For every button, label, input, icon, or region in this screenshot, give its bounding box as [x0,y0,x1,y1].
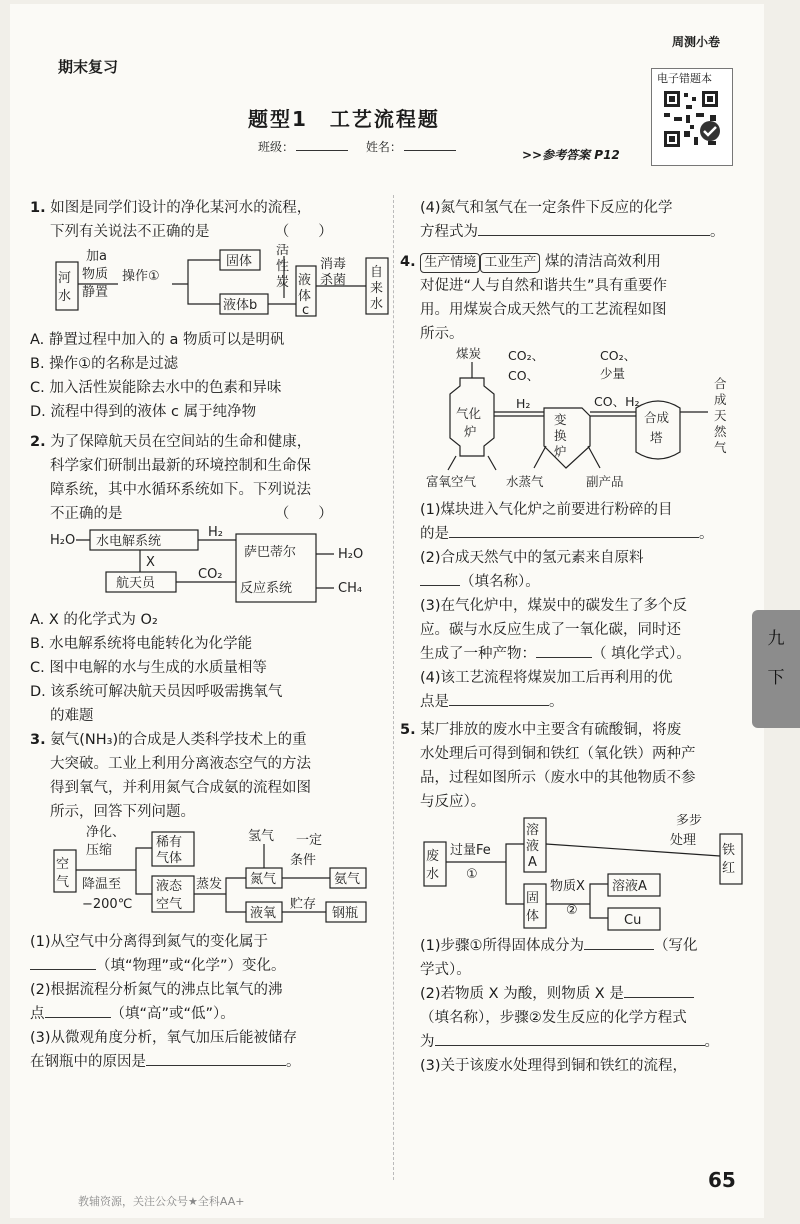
svg-text:一定: 一定 [296,833,323,848]
q2-electrolysis: 水电解系统 [96,534,162,549]
q5-sub1-cont: 学式）。 [420,962,471,978]
svg-text:液: 液 [526,839,540,854]
svg-text:c: c [302,303,310,318]
q3-nitrogen: 氮气 [250,872,277,887]
q4-stem-2: 对促进“人与自然和谐共生”具有重要作 [420,278,668,294]
q3-sub3-prefix: 在钢瓶中的原因是 [30,1054,146,1070]
svg-text:废: 废 [426,849,440,864]
svg-text:气: 气 [56,875,70,890]
q2-option-a: A. X 的化学式为 O₂ [30,612,158,628]
svg-text:变: 变 [554,412,567,427]
q4-sub3-cont: 应。碳与水反应生成了一氧化碳，同时还 [420,622,681,638]
svg-text:塔: 塔 [650,430,663,445]
column-divider [393,195,394,1180]
q5-step-1: ① [466,867,478,882]
q4-sub3-hint: （ 填化学式）。 [592,646,691,662]
q5-diagram [420,814,750,934]
svg-text:然: 然 [714,424,727,439]
q5-iron: 过量Fe [450,843,491,858]
q2-stem-2: 科学家们研制出最新的环境控制和生命保 [50,458,311,474]
q3-liquid-oxygen: 液氧 [250,906,277,921]
q4-co-h2: CO、H₂ [594,394,640,409]
q4-gas-2: CO、 [508,368,540,383]
svg-text:自: 自 [370,265,384,280]
q5-stem-3: 品，过程如图所示（废水中的其他物质不参 [420,770,696,786]
q3-sub3-end: 。 [286,1054,301,1070]
right-column [400,196,750,1078]
svg-text:气体: 气体 [156,851,183,866]
q4-sub3-prefix: 生成了一种产物： [420,646,536,662]
svg-text:炉: 炉 [464,424,477,439]
answer-reference[interactable]: >>参考答案 P12 [522,148,620,162]
q5-sub2-eq-prefix: 为 [420,1034,435,1050]
q4-tag-industry: 工业生产 [480,253,540,273]
svg-text:稀有: 稀有 [156,835,183,850]
q3-sub2-hint: （填“高”或“低”）。 [110,1006,235,1022]
q1-solid: 固体 [226,254,253,269]
q1-stem-2: 下列有关说法不正确的是 （ ） [50,224,333,240]
q4-stem-3: 用。用煤炭合成天然气的工艺流程如图 [420,302,667,318]
q4-h2: H₂ [516,396,531,411]
q4-steam: 水蒸气 [506,474,544,489]
q4-answer-2[interactable] [420,585,460,586]
footer-source: 教辅资源，关注公众号★全科AA+ [78,1195,245,1208]
svg-text:多步: 多步 [676,814,703,828]
q1-number: 1. [30,200,46,216]
q3-sub2-prefix: 点 [30,1006,45,1022]
q3-answer-1[interactable] [30,969,96,970]
q3-diagram [50,824,380,930]
q5-sub1-hint: （写化 [654,938,698,954]
q4-sub4-prefix: 点是 [420,694,449,710]
svg-text:气化: 气化 [456,406,482,421]
q1-op: 操作① [122,269,160,284]
q4-number: 4. [400,254,416,270]
svg-text:液态: 液态 [156,879,183,894]
q4-sub2: (2)合成天然气中的氢元素来自原料 [420,550,644,566]
svg-text:水: 水 [370,297,384,312]
q4-co2: CO₂、 [600,348,637,363]
q5-answer-3[interactable] [435,1045,705,1046]
q4-sub4: (4)该工艺流程将煤炭加工后再利用的优 [420,670,673,686]
q4-oxygen-air: 富氧空气 [426,474,477,489]
svg-text:加a: 加a [86,249,107,264]
q2-h2o-in: H₂O [50,533,76,548]
q3-stem-1: 氨气(NH₃)的合成是人类科学技术上的重 [50,732,307,748]
svg-text:体: 体 [298,289,312,304]
svg-text:换: 换 [554,428,567,443]
q5-sub2-prefix: (2)若物质 X 为酸，则物质 X 是 [420,986,624,1002]
svg-text:合成: 合成 [644,410,670,425]
q4-few: 少量 [600,366,626,381]
q1-river: 河 [58,271,72,286]
q5-material-x: 物质X [550,879,585,894]
q2-sabatier-2: 反应系统 [240,581,293,596]
q3-evaporate: 蒸发 [196,877,223,892]
q4-sub3: (3)在气化炉中，煤炭中的碳发生了多个反 [420,598,688,614]
series-label: 周测小卷 [672,35,721,49]
svg-text:静置: 静置 [82,285,109,300]
q2-stem-1: 为了保障航天员在空间站的生命和健康， [50,434,312,450]
svg-text:降温至: 降温至 [82,877,122,892]
svg-text:A: A [528,855,537,870]
left-column [30,196,384,1074]
q5-solution-a2: 溶液A [612,879,647,894]
q2-sabatier-1: 萨巴蒂尔 [244,545,297,560]
svg-text:物质: 物质 [82,267,109,282]
svg-text:空气: 空气 [156,897,183,912]
svg-text:液: 液 [298,273,312,288]
q3-stem-4: 所示，回答下列问题。 [50,804,195,820]
svg-text:处理: 处理 [670,833,697,848]
q5-number: 5. [400,722,416,738]
q5-sub2-end: 。 [704,1034,719,1050]
svg-text:成: 成 [714,392,727,407]
q5-stem-4: 与反应）。 [420,794,486,810]
q3-sub3: (3)从微观角度分析，氧气加压后能被储存 [30,1030,298,1046]
q3-store: 贮存 [290,897,317,912]
section-label: 期末复习 [58,58,119,76]
svg-text:消毒: 消毒 [320,257,347,272]
q3-answer-4[interactable] [478,235,710,236]
student-info [258,138,470,155]
q1-liquid-b: 液体b [223,298,258,313]
q4-stem-4: 所示。 [420,326,464,342]
q2-diagram [50,526,390,608]
q1-option-b: B. 操作①的名称是过滤 [30,356,179,372]
svg-text:气: 气 [714,440,727,455]
svg-text:条件: 条件 [290,853,317,868]
q2-option-c: C. 图中电解的水与生成的水质量相等 [30,660,267,676]
qr-label: 电子错题本 [657,72,712,85]
q5-copper: Cu [624,913,642,928]
q4-diagram [422,346,762,498]
q3-answer-2[interactable] [45,1017,111,1018]
q3-hydrogen: 氢气 [248,829,275,844]
q3-sub4-end: 。 [710,224,725,240]
q5-sub3: (3)关于该废水处理得到铜和铁红的流程， [420,1058,688,1074]
q4-coal: 煤炭 [456,346,482,361]
q4-sub4-end: 。 [549,694,564,710]
page-number: 65 [708,1168,736,1192]
q3-sub1-hint: （填“物理”或“化学”）变化。 [96,958,286,974]
svg-text:红: 红 [722,861,736,876]
q3-answer-3[interactable] [146,1065,286,1066]
svg-text:来: 来 [370,281,384,296]
svg-text:固: 固 [526,891,540,906]
q4-answer-3[interactable] [536,657,592,658]
q4-byproduct: 副产品 [586,474,624,489]
q5-stem-1: 某厂排放的废水中主要含有硫酸铜，将废 [420,722,682,738]
svg-text:体: 体 [526,909,540,924]
q1-diagram [48,244,398,328]
q2-stem-4: 不正确的是 （ ） [50,506,333,522]
q3-sub4-prefix: 方程式为 [420,224,478,240]
q3-sub4: (4)氮气和氢气在一定条件下反应的化学 [420,200,673,216]
q3-sub2: (2)根据流程分析氮气的沸点比氧气的沸 [30,982,283,998]
q1-option-c: C. 加入活性炭能除去水中的色素和异味 [30,380,282,396]
name-field[interactable] [404,150,456,151]
q4-sub2-hint: （填名称）。 [460,574,540,590]
svg-text:水: 水 [58,289,72,304]
q4-sub1: (1)煤块进入气化炉之前要进行粉碎的目 [420,502,673,518]
svg-text:性: 性 [276,259,290,274]
svg-text:水: 水 [426,867,440,882]
q1-option-a: A. 静置过程中加入的 a 物质可以是明矾 [30,332,285,348]
q2-option-d-cont: 的难题 [50,708,94,724]
svg-text:炭: 炭 [276,275,290,290]
q2-h2o-out: H₂O [338,547,364,562]
svg-text:炉: 炉 [554,444,567,459]
q5-answer-2[interactable] [624,997,694,998]
q4-answer-4[interactable] [449,705,549,706]
q5-stem-2: 水处理后可得到铜和铁红（氧化铁）两种产 [420,746,696,762]
grade-tab-line1: 九 [767,629,785,649]
svg-text:净化、: 净化、 [86,825,126,840]
svg-text:铁: 铁 [722,843,736,858]
q2-x: X [146,555,155,570]
svg-text:合: 合 [714,376,727,391]
name-label: 姓名： [365,140,402,154]
page-title: 题型1 工艺流程题 [248,107,440,131]
svg-text:空: 空 [56,857,70,872]
q4-sub1-end: 。 [699,526,714,542]
q2-stem-3: 障系统，其中水循环系统如下。下列说法 [50,482,311,498]
svg-text:−200℃: −200℃ [82,897,133,912]
q4-gas-1: CO₂、 [508,348,545,363]
grade-tab [752,610,800,728]
q2-co2: CO₂ [198,567,223,582]
q3-stem-3: 得到氧气，并利用氮气合成氨的流程如图 [50,780,311,796]
q5-sub2-cont: （填名称），步骤②发生反应的化学方程式 [420,1010,687,1026]
q1-option-d: D. 流程中得到的液体 c 属于纯净物 [30,404,257,420]
q4-tag-context: 生产情境 [420,253,480,273]
q5-sub1-prefix: (1)步骤①所得固体成分为 [420,938,585,954]
svg-text:活: 活 [276,244,290,258]
q5-answer-1[interactable] [584,949,654,950]
q2-h2: H₂ [208,526,223,540]
svg-text:天: 天 [714,408,727,423]
q1-stem-1: 如图是同学们设计的净化某河水的流程， [50,200,312,216]
q2-astronaut: 航天员 [116,576,156,591]
q5-step-2: ② [566,903,578,918]
class-label: 班级： [258,140,295,154]
q4-sub1-prefix: 的是 [420,526,449,542]
q3-stem-2: 大突破。工业上利用分离液态空气的方法 [50,756,311,772]
q3-cylinder: 钢瓶 [332,906,359,921]
q2-option-d: D. 该系统可解决航天员因呼吸需携氧气 [30,684,283,700]
q2-ch4: CH₄ [338,581,363,596]
grade-tab-line2: 下 [767,668,785,688]
class-field[interactable] [296,150,348,151]
svg-text:杀菌: 杀菌 [320,273,347,288]
q2-number: 2. [30,434,46,450]
q3-sub1: (1)从空气中分离得到氮气的变化属于 [30,934,269,950]
q3-number: 3. [30,732,46,748]
svg-text:溶: 溶 [526,823,540,838]
q4-answer-1[interactable] [449,537,699,538]
q3-ammonia: 氨气 [334,872,361,887]
q2-option-b: B. 水电解系统将电能转化为化学能 [30,636,253,652]
svg-text:压缩: 压缩 [86,843,113,858]
q4-stem-1: 煤的清洁高效利用 [544,254,661,270]
